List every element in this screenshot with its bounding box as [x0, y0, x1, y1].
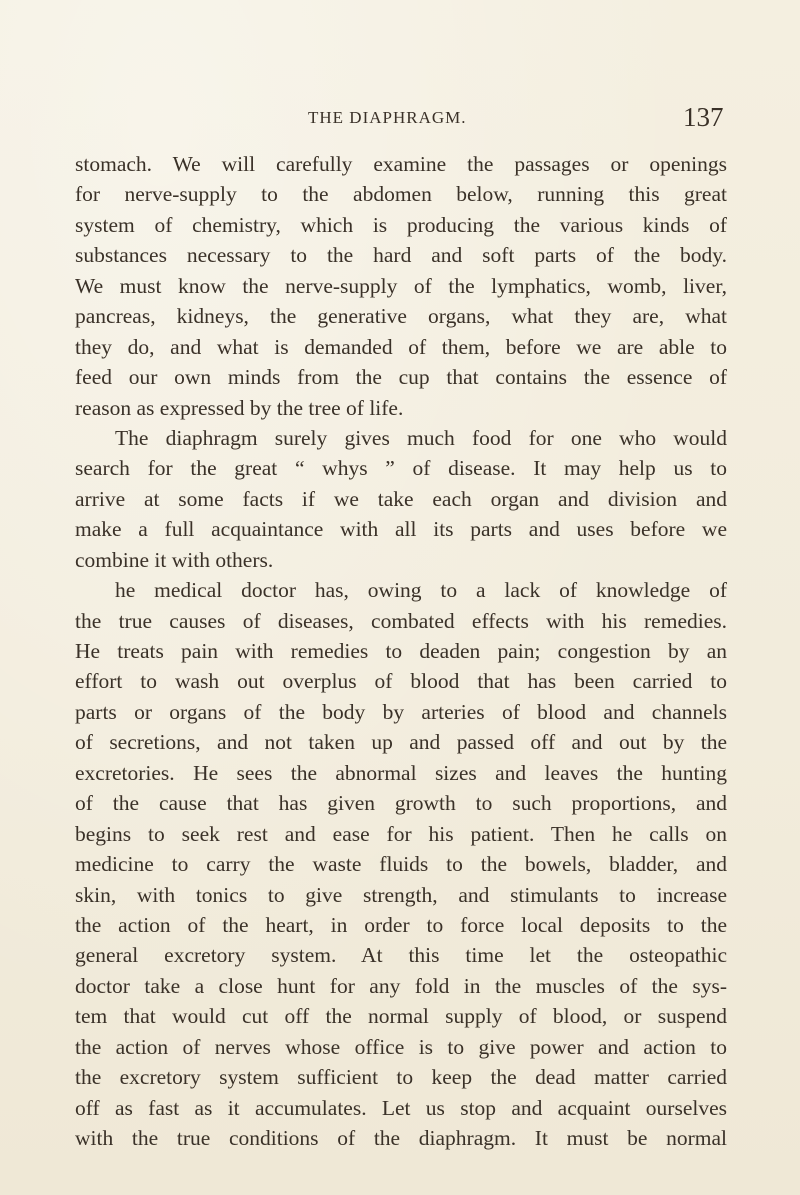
text-line: general excretory system. At this time let the osteopathic: [75, 943, 727, 968]
text-line: begins to seek rest and ease for his patient. Then he calls on: [75, 821, 727, 846]
paragraph-first-line: The diaphragm surely gives much food for one who would: [115, 425, 727, 450]
body-text: [75, 149, 727, 1153]
running-head: [0, 102, 800, 142]
text-line: doctor take a close hunt for any fold in the muscles of the sys-: [75, 973, 727, 998]
text-line: search for the great “ whys ” of disease. It may help us to: [75, 456, 727, 481]
text-line: make a full acquaintance with all its parts and uses before we: [75, 517, 727, 542]
text-line: the action of nerves whose office is to give power and action to: [75, 1034, 727, 1059]
text-line: skin, with tonics to give strength, and stimulants to increase: [75, 882, 727, 907]
text-line: the excretory system sufficient to keep the dead matter carried: [75, 1065, 727, 1090]
text-line: pancreas, kidneys, the generative organs, what they are, what: [75, 304, 727, 329]
text-line: excretories. He sees the abnormal sizes and leaves the hunting: [75, 760, 727, 785]
text-line: of the cause that has given growth to such proportions, and: [75, 791, 727, 816]
running-head-title: THE DIAPHRAGM.: [308, 108, 467, 127]
text-line: arrive at some facts if we take each organ and division and: [75, 486, 727, 511]
text-line: the true causes of diseases, combated effects with his remedies.: [75, 608, 727, 633]
text-line: stomach. We will carefully examine the passages or openings: [75, 152, 727, 176]
text-line: tem that would cut off the normal supply of blood, or suspend: [75, 1004, 727, 1029]
text-line: reason as expressed by the tree of life.: [75, 395, 404, 420]
text-line: parts or organs of the body by arteries of blood and channels: [75, 699, 727, 724]
text-line: they do, and what is demanded of them, before we are able to: [75, 334, 727, 359]
text-line: with the true conditions of the diaphragm. It must be normal: [75, 1126, 727, 1150]
text-line: combine it with others.: [75, 547, 274, 572]
page-number: 137: [683, 102, 724, 132]
text-line: system of chemistry, which is producing the various kinds of: [75, 212, 727, 237]
text-line: off as fast as it accumulates. Let us stop and acquaint ourselves: [75, 1095, 727, 1120]
paragraph-first-line: he medical doctor has, owing to a lack of knowledge of: [115, 578, 727, 603]
text-line: He treats pain with remedies to deaden pain; congestion by an: [75, 639, 727, 663]
text-line: substances necessary to the hard and soft parts of the body.: [75, 243, 727, 268]
text-line: for nerve-supply to the abdomen below, running this great: [75, 182, 727, 207]
text-line: the action of the heart, in order to force local deposits to the: [75, 912, 727, 937]
text-line: effort to wash out overplus of blood that has been carried to: [75, 669, 727, 694]
text-line: We must know the nerve-supply of the lymphatics, womb, liver,: [75, 273, 727, 298]
text-line: feed our own minds from the cup that contains the essence of: [75, 365, 727, 390]
text-line: of secretions, and not taken up and passed off and out by the: [75, 730, 727, 755]
text-line: medicine to carry the waste fluids to the bowels, bladder, and: [75, 852, 727, 877]
